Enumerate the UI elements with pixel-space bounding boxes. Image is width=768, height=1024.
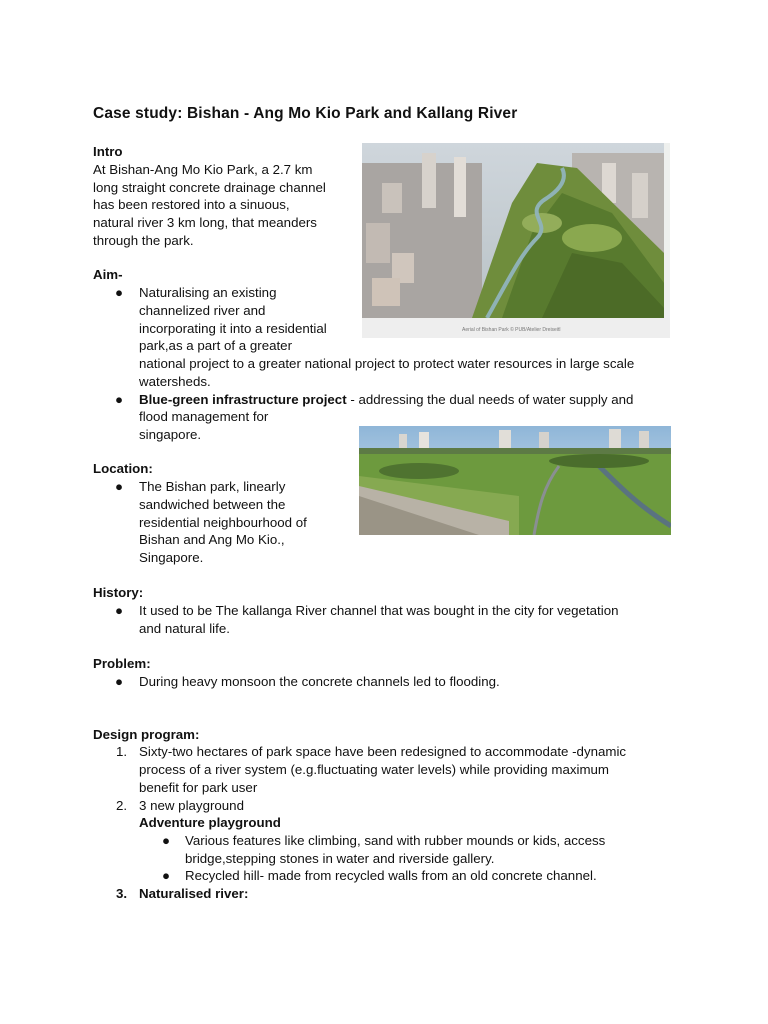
location-line: sandwiched between the: [139, 497, 286, 512]
design-sub-line: Various features like climbing, sand with rubber mounds or kids, access: [185, 833, 606, 848]
bullet-icon: ●: [115, 603, 124, 618]
photo-caption: Aerial of Bishan Park © PUB/Atelier Dreiseitl: [462, 327, 561, 333]
design-line: Naturalised river:: [139, 886, 249, 901]
aim-bullet2-rest: - addressing the dual needs of water supply and: [346, 392, 634, 407]
location-line: residential neighbourhood of: [139, 515, 307, 530]
aim-line: watersheds.: [139, 374, 211, 389]
history-heading: History:: [93, 585, 144, 600]
design-line: 3 new playground: [139, 798, 244, 813]
bullet-icon: ●: [115, 479, 124, 494]
list-number: 2.: [116, 798, 128, 813]
intro-line: through the park.: [93, 233, 194, 248]
location-heading: Location:: [93, 461, 153, 476]
aim-line: Naturalising an existing: [139, 285, 277, 300]
problem-line: During heavy monsoon the concrete channels led to flooding.: [139, 674, 500, 689]
blue-green-label: Blue-green infrastructure project: [139, 392, 347, 407]
design-sub-line: Recycled hill- made from recycled walls from an old concrete channel.: [185, 868, 597, 883]
bullet-icon: ●: [162, 868, 171, 883]
bullet-icon: ●: [115, 285, 124, 300]
aerial-park-photo: [362, 143, 670, 338]
page-title: Case study: Bishan - Ang Mo Kio Park and Kallang River: [93, 105, 518, 122]
aim-line: flood management for: [139, 409, 269, 424]
intro-line: At Bishan-Ang Mo Kio Park, a 2.7 km: [93, 162, 313, 177]
list-number: 3.: [116, 886, 128, 901]
bullet-icon: ●: [162, 833, 171, 848]
history-line: It used to be The kallanga River channel that was bought in the city for vegetation: [139, 603, 619, 618]
aim-line: singapore.: [139, 427, 202, 442]
design-line: benefit for park user: [139, 780, 258, 795]
design-line: process of a river system (e.g.fluctuating water levels) while providing maximum: [139, 762, 609, 777]
aim-line: park,as a part of a greater: [139, 338, 292, 353]
aim-heading: Aim-: [93, 267, 123, 282]
aim-line: incorporating it into a residential: [139, 321, 327, 336]
intro-line: long straight concrete drainage channel: [93, 180, 326, 195]
aim-line: channelized river and: [139, 303, 266, 318]
design-heading: Design program:: [93, 727, 200, 742]
location-line: Singapore.: [139, 550, 204, 565]
aim-bullet2-first-line: [139, 391, 633, 409]
bullet-icon: ●: [115, 674, 124, 689]
history-line: and natural life.: [139, 621, 230, 636]
adventure-heading: Adventure playground: [139, 815, 281, 830]
list-number: 1.: [116, 744, 128, 759]
intro-heading: Intro: [93, 144, 123, 159]
bullet-icon: ●: [115, 392, 124, 407]
intro-line: has been restored into a sinuous,: [93, 197, 290, 212]
design-sub-line: bridge,stepping stones in water and riverside gallery.: [185, 851, 495, 866]
design-line: Sixty-two hectares of park space have been redesigned to accommodate -dynamic: [139, 744, 627, 759]
location-line: Bishan and Ang Mo Kio.,: [139, 532, 285, 547]
location-line: The Bishan park, linearly: [139, 479, 286, 494]
panorama-park-photo: [359, 426, 671, 535]
aim-line: national project to a greater national project to protect water resources in large scale: [139, 356, 635, 371]
intro-line: natural river 3 km long, that meanders: [93, 215, 317, 230]
problem-heading: Problem:: [93, 656, 151, 671]
